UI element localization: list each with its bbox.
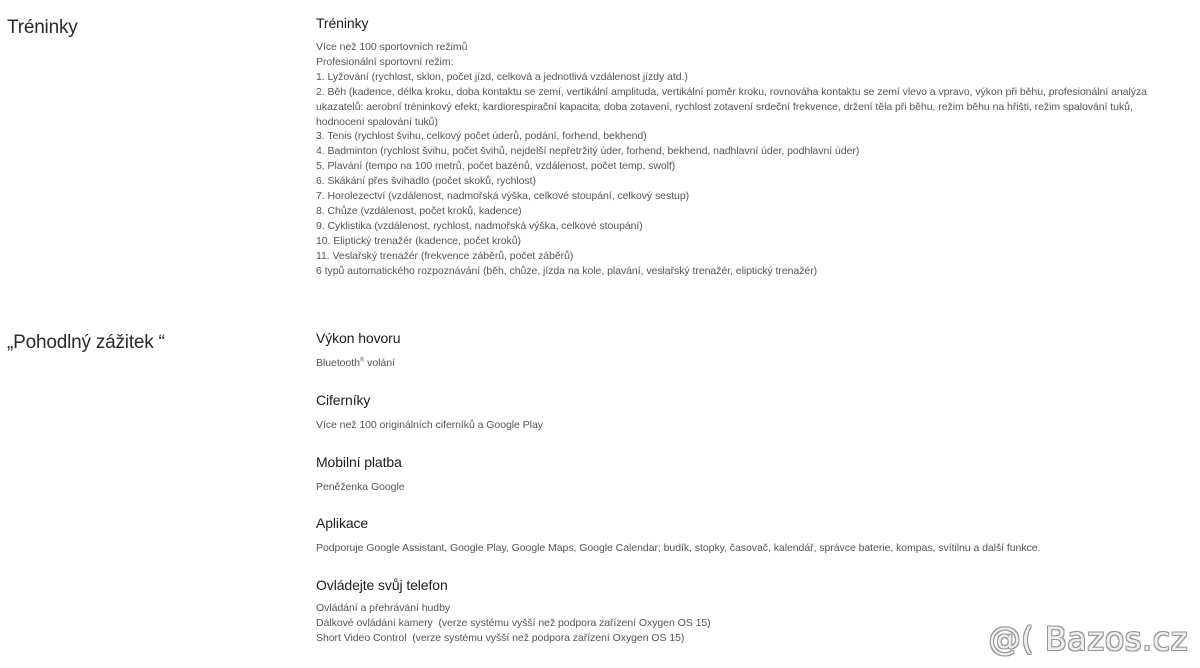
spec-line: 1. Lyžování (rychlost, sklon, počet jízd, celková a jednotlivá vzdálenost jízdy atd.) [316,70,688,83]
spec-line: 2. Běh (kadence, délka kroku, doba kontaktu se zemí, vertikální amplituda, vertikální poměr kroku, rovnováha kontaktu se zemí vlevo a vpravo, výkon při běhu, profesionální analýza [316,85,1147,98]
spec-line: hodnocení spalování tuků) [316,115,438,128]
spec-lines [316,480,1194,495]
spec-line: Dálkové ovládání kamery (verze systému vyšší než podpora zařízení Oxygen OS 15) [316,616,711,629]
spec-lines [316,40,1194,279]
spec-line: ukazatelů: aerobní tréninkový efekt, kardiorespirační kapacita, doba zotavení, rychlost zotavení srdeční frekvence, držení těla při běhu, režim běhu na hřišti, režim spalování tuků, [316,100,1133,113]
spec-line: 6 typů automatického rozpoznávání (běh, chůze, jízda na kole, plavání, veslařský trenažér, eliptický trenažér) [316,264,818,277]
spec-line: 5. Plavání (tempo na 100 metrů, počet bazénů, vzdálenost, počet temp, swolf) [316,160,676,173]
spec-line: 4. Badminton (rychlost švihu, počet švihů, nejdelší nepřetržitý úder, forhend, bekhend, nadhlavní úder, podhlavní úder) [316,145,860,158]
spec-line: 10. Eliptický trenažér (kadence, počet kroků) [316,234,521,247]
spec-line: 7. Horolezectví (vzdálenost, nadmořská výška, celkové stoupání, celkový sestup) [316,190,690,203]
registered-mark: ® [359,357,365,364]
section-title-treninky: Tréninky [7,17,78,38]
spec-heading: Mobilní platba [316,454,402,470]
spec-line: Podporuje Google Assistant, Google Play, Google Maps, Google Calendar; budík, stopky, časovač, kalendář, správce baterie, kompas, svítilnu a další funkce. [316,542,1041,554]
spec-line: 9. Cyklistika (vzdálenost, rychlost, nadmořská výška, celkové stoupání) [316,219,643,232]
spec-lines [316,541,1194,556]
section-title-pohodlny-zazitek: „Pohodlný zážitek “ [7,332,165,353]
spec-item-ciferniky [316,392,1194,433]
spec-heading: Výkon hovoru [316,330,401,346]
spec-line: 6. Skákání přes švihadlo (počet skoků, rychlost) [316,175,536,188]
spec-line: Short Video Control (verze systému vyšší než podpora zařízení Oxygen OS 15) [316,631,685,644]
spec-line-text: Bluetooth [316,357,360,369]
spec-line: Peněženka Google [316,481,405,493]
spec-line: Ovládání a přehrávání hudby [316,602,451,614]
spec-heading: Ciferníky [316,392,371,408]
spec-line: Více než 100 sportovních režimů [316,41,468,53]
spec-heading: Tréninky [316,15,369,31]
bazos-watermark: @( Bazos.cz [988,620,1188,658]
spec-item-aplikace [316,515,1194,556]
spec-line: 8. Chůze (vzdálenost, počet kroků, kadence) [316,204,522,217]
spec-heading: Ovládejte svůj telefon [316,577,448,593]
spec-line: 3. Tenis (rychlost švihu, celkový počet úderů, podání, forhend, bekhend) [316,130,647,143]
spec-line: Profesionální sportovní režim: [316,55,454,68]
spec-item-mobilni-platba [316,454,1194,495]
spec-item-treninky [316,15,1194,279]
spec-line-text: volání [364,357,395,369]
spec-item-vykon-hovoru [316,330,1194,371]
spec-lines [316,418,1194,433]
spec-line [316,356,1194,371]
spec-line: Více než 100 originálních ciferníků a Google Play [316,419,543,431]
spec-heading: Aplikace [316,515,369,531]
spec-line: 11. Veslařský trenažér (frekvence záběrů, počet záběrů) [316,249,574,262]
